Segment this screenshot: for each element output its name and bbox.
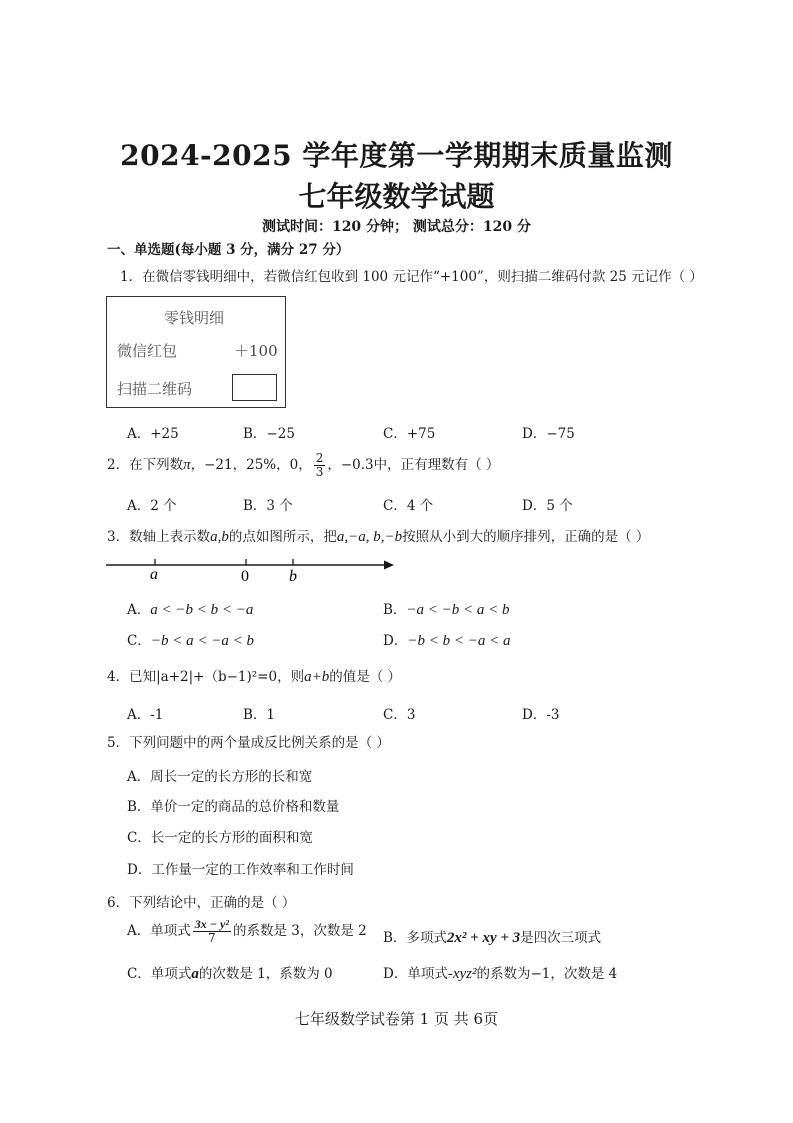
q2-list: ，−21，25%，0，: [190, 457, 312, 473]
q6-option-b: [383, 926, 601, 947]
question-6-stem: 6．下列结论中，正确的是（ ）: [107, 895, 296, 911]
q2-fraction: [314, 452, 326, 479]
q6a-frac-num: 3x − y²: [194, 917, 229, 931]
q4-option-c: C．3: [383, 707, 416, 723]
q6a-post: 的系数是 3，次数是 2: [232, 923, 367, 939]
q6-option-d: [383, 962, 617, 983]
axis-label-0: 0: [241, 568, 249, 585]
q4-option-d: D．-3: [522, 707, 560, 723]
q6-option-a: [127, 918, 367, 945]
q4-suffix: 的值是（ ）: [329, 669, 401, 685]
q6-option-c: [127, 962, 333, 983]
q6c-var: a: [191, 966, 199, 982]
q6c-pre: C．单项式: [127, 966, 192, 982]
wallet-title: 零钱明细: [164, 309, 225, 327]
q6b-pre: B．多项式: [383, 930, 447, 946]
q2-option-b: B．3 个: [243, 498, 293, 514]
q4-option-a: A．-1: [127, 707, 164, 723]
pi-symbol: π: [183, 457, 191, 473]
q4-expr: |a+2|+（b−1)²=0: [156, 669, 278, 685]
q3-vars: a,b: [210, 529, 229, 545]
q3-option-c-label: C．: [127, 633, 151, 649]
exam-meta: 测试时间：120 分钟； 测试总分：120 分: [261, 219, 532, 235]
number-line: [104, 552, 404, 586]
q2-list2: ，−0.3: [327, 457, 374, 473]
q3-option-b-expr: −a < −b < a < b: [406, 602, 510, 618]
q3-option-d-label: D．: [383, 633, 408, 649]
q5-option-b: B．单价一定的商品的总价格和数量: [127, 799, 340, 815]
exam-subtitle: 七年级数学试题: [298, 180, 495, 213]
q1-option-b: B．−25: [243, 426, 295, 442]
q2-option-d: D．5 个: [522, 498, 573, 514]
q3-option-c: [127, 629, 254, 650]
q3-option-c-expr: −b < a < −a < b: [150, 633, 254, 649]
q5-option-c: C．长一定的长方形的面积和宽: [127, 830, 313, 846]
section-heading: 一、单选题(每小题 3 分，满分 27 分）: [107, 242, 350, 258]
q6b-expr: 2x² + xy + 3: [446, 930, 521, 946]
q6d-expr: -xyz²: [447, 966, 477, 982]
q4-expr2: a+b: [304, 669, 330, 685]
q3-stem-b: 的点如图所示，把: [228, 529, 337, 545]
q6a-pre: A．单项式: [127, 923, 191, 939]
q2-option-c: C．4 个: [383, 498, 434, 514]
q3-option-a: [127, 598, 253, 619]
q4-option-b: B．1: [243, 707, 276, 723]
q3-option-d-expr: −b < b < −a < a: [407, 633, 511, 649]
question-4-stem: [107, 665, 401, 686]
exam-title: 2024-2025 学年度第一学期期末质量监测: [120, 139, 673, 172]
q2-option-a: A．2 个: [127, 498, 177, 514]
q6a-fraction: [193, 918, 231, 945]
q3-option-d: [383, 629, 510, 650]
q3-vars2: a,−a, b,−b: [336, 529, 403, 545]
q2-prefix: 2．在下列数: [107, 457, 184, 473]
q6d-pre: D．单项式: [383, 966, 448, 982]
wallet-row1-value: ＋100: [234, 342, 278, 360]
q3-option-a-expr: a < −b < b < −a: [150, 602, 254, 618]
arrow-icon: [384, 561, 394, 570]
wallet-blank-box: [232, 374, 277, 401]
q5-option-a: A．周长一定的长方形的长和宽: [127, 769, 313, 785]
axis-label-a: a: [150, 566, 158, 583]
wallet-row1-label: 微信红包: [117, 342, 178, 360]
q3-option-b: [383, 598, 510, 619]
q4-prefix: 4．已知: [107, 669, 157, 685]
page-footer: 七年级数学试卷第 1 页 共 6页: [294, 1010, 499, 1028]
axis-label-b: b: [289, 568, 297, 585]
question-1-stem: 1．在微信零钱明细中，若微信红包收到 100 元记作“+100”，则扫描二维码付款 25 元记作（ ）: [120, 269, 703, 285]
q6a-frac-den: 7: [208, 931, 216, 945]
q3-stem-a: 3．数轴上表示数: [107, 529, 211, 545]
q1-option-d: D．−75: [522, 426, 575, 442]
question-2-stem: [107, 452, 499, 479]
q3-stem-c: 按照从小到大的顺序排列，正确的是（ ）: [402, 529, 650, 545]
q2-frac-num: 2: [315, 451, 324, 465]
q2-frac-den: 3: [315, 465, 324, 479]
q2-suffix: 中，正有理数有（ ）: [373, 457, 500, 473]
question-5-stem: 5．下列问题中的两个量成反比例关系的是（ ）: [107, 735, 390, 751]
q4-mid: ，则: [277, 669, 305, 685]
q1-option-c: C．+75: [383, 426, 436, 442]
wallet-row2-label: 扫描二维码: [117, 380, 193, 398]
q3-option-a-label: A．: [127, 602, 151, 618]
q1-option-a: A．+25: [127, 426, 179, 442]
q5-option-d: D．工作量一定的工作效率和工作时间: [127, 862, 354, 878]
question-3-stem: [107, 525, 649, 546]
q6b-post: 是四次三项式: [520, 930, 602, 946]
q6c-post: 的次数是 1，系数为 0: [198, 966, 333, 982]
q6d-post: 的系数为−1，次数是 4: [476, 966, 618, 982]
q3-option-b-label: B．: [383, 602, 407, 618]
